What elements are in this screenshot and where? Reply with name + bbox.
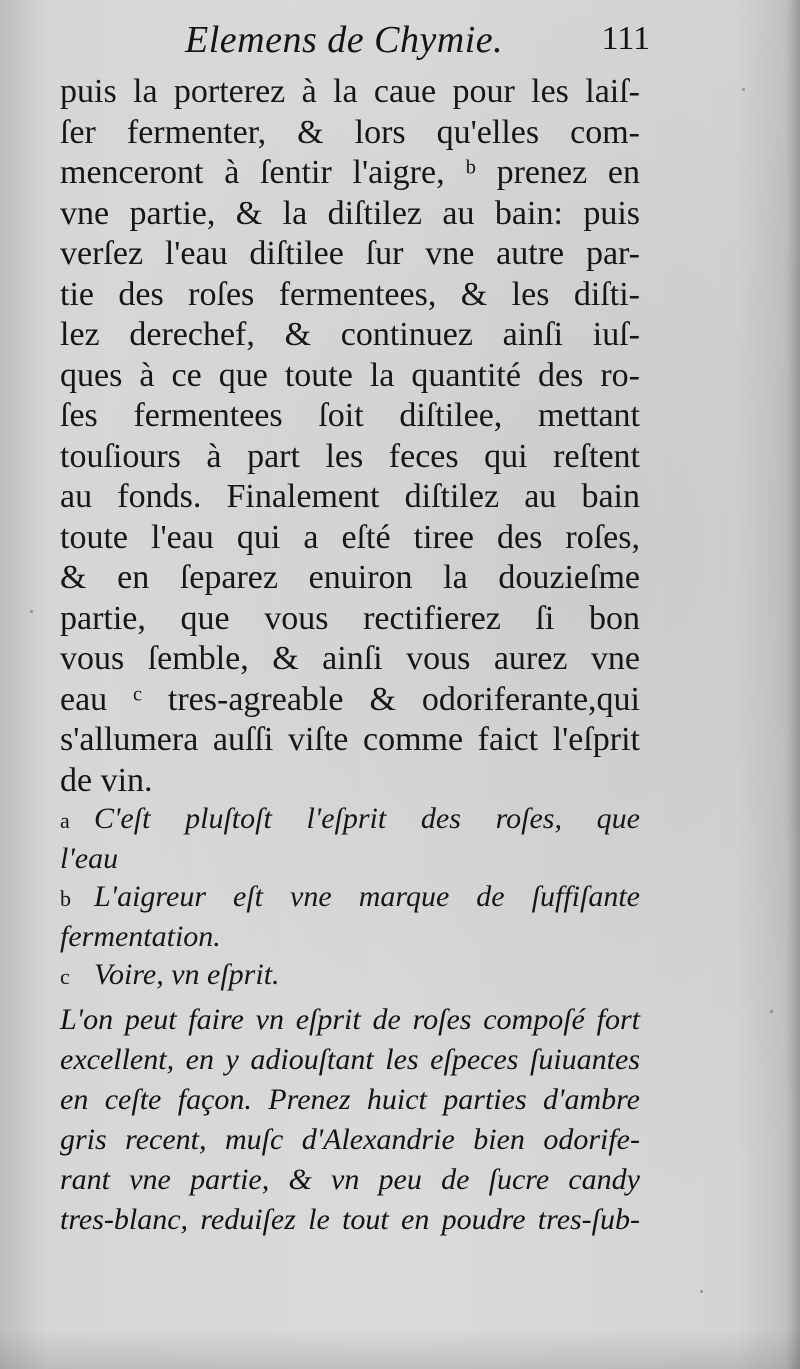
note-b — [60, 878, 640, 918]
text-line: verſez l'eau diſtilee ſur vne autre par- — [60, 235, 640, 272]
note-text: l'eau — [60, 842, 119, 875]
note-text: C'eſt pluſtoſt l'eſprit des roſes, que — [94, 802, 640, 835]
note-mark: b — [60, 886, 71, 911]
paper-speck — [742, 88, 745, 91]
note-c — [60, 956, 640, 996]
text-line: s'allumera auſſi viſte comme faict l'eſprit — [60, 721, 640, 758]
recipe-line: gris recent, muſc d'Alexandrie bien odorife- — [60, 1123, 640, 1156]
text-line: vne partie, & la diſtilez au bain: puis — [60, 194, 640, 232]
text-line: ſer fermenter, & lors qu'elles com- — [60, 113, 640, 151]
page-edge-shadow — [786, 0, 800, 1369]
note-a — [60, 800, 640, 840]
note-mark: a — [60, 808, 70, 833]
text-line: vous ſemble, & ainſi vous aurez vne — [60, 640, 640, 677]
recipe-line: excellent, en y adiouſtant les eſpeces ſuiuantes — [60, 1043, 640, 1076]
text-line: toute l'eau qui a eſté tiree des roſes, — [60, 518, 640, 556]
running-title: Elemens de Chymie. — [185, 19, 504, 61]
note-mark: c — [60, 964, 70, 989]
text-line: ſes fermentees ſoit diſtilee, mettant — [60, 397, 640, 434]
recipe-line: L'on peut faire vn eſprit de roſes compoſé fort — [60, 1003, 640, 1036]
page-bottom-shadow — [0, 1329, 800, 1369]
main-text — [60, 72, 640, 801]
text-line: ques à ce que toute la quantité des ro- — [60, 356, 640, 394]
note-text: fermentation. — [60, 920, 221, 953]
page-number: 111 — [601, 20, 650, 57]
text-line: de vin. — [60, 761, 153, 799]
text-line: partie, que vous rectifierez ſi bon — [60, 599, 640, 637]
text-line: puis la porterez à la caue pour les laiſ- — [60, 73, 640, 110]
recipe-line: rant vne partie, & vn peu de ſucre candy — [60, 1163, 640, 1196]
recipe-line: en ceſte façon. Prenez huict parties d'ambre — [60, 1083, 640, 1116]
page-header — [60, 10, 650, 70]
text-line: menceront à ſentir l'aigre, ᵇ prenez en — [60, 154, 640, 191]
paper-speck — [700, 1290, 703, 1293]
marginal-notes — [60, 800, 640, 996]
text-line: & en ſeparez enuiron la douzieſme — [60, 559, 640, 596]
paper-speck — [770, 1010, 773, 1013]
text-line: lez derechef, & continuez ainſi iuſ- — [60, 316, 640, 353]
text-line: au fonds. Finalement diſtilez au bain — [60, 478, 640, 515]
note-text: L'aigreur eſt vne marque de ſuffiſante — [94, 880, 640, 913]
recipe-paragraph — [60, 1000, 640, 1240]
note-text: Voire, vn eſprit. — [94, 958, 280, 991]
text-line: eau ᶜ tres-agreable & odoriferante,qui — [60, 680, 640, 718]
paper-speck — [30, 610, 33, 613]
recipe-line: tres-blanc, reduiſez le tout en poudre tres-ſub- — [60, 1203, 640, 1236]
text-line: touſiours à part les feces qui reſtent — [60, 437, 640, 475]
text-line: tie des roſes fermentees, & les diſti- — [60, 275, 640, 313]
